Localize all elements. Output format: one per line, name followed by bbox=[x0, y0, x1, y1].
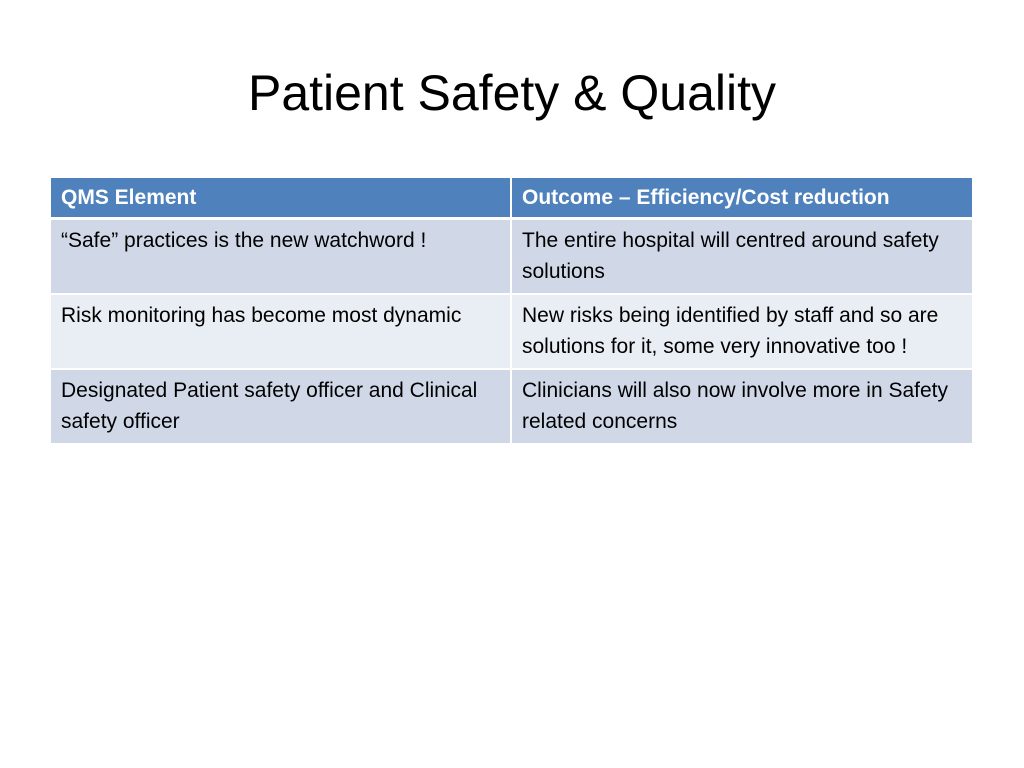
table-cell: New risks being identified by staff and so are solutions for it, some very innovative too ! bbox=[511, 294, 972, 369]
table-cell: Designated Patient safety officer and Clinical safety officer bbox=[51, 369, 511, 444]
table-row bbox=[51, 294, 972, 369]
header-outcome: Outcome – Efficiency/Cost reduction bbox=[511, 178, 972, 219]
table-header-row bbox=[51, 178, 972, 219]
table-cell: Risk monitoring has become most dynamic bbox=[51, 294, 511, 369]
table-row bbox=[51, 219, 972, 295]
table-cell: “Safe” practices is the new watchword ! bbox=[51, 219, 511, 295]
table-row bbox=[51, 369, 972, 444]
table-cell: Clinicians will also now involve more in Safety related concerns bbox=[511, 369, 972, 444]
qms-table bbox=[51, 178, 972, 445]
slide-title: Patient Safety & Quality bbox=[247, 65, 777, 121]
header-qms-element: QMS Element bbox=[51, 178, 511, 219]
table-cell: The entire hospital will centred around safety solutions bbox=[511, 219, 972, 295]
